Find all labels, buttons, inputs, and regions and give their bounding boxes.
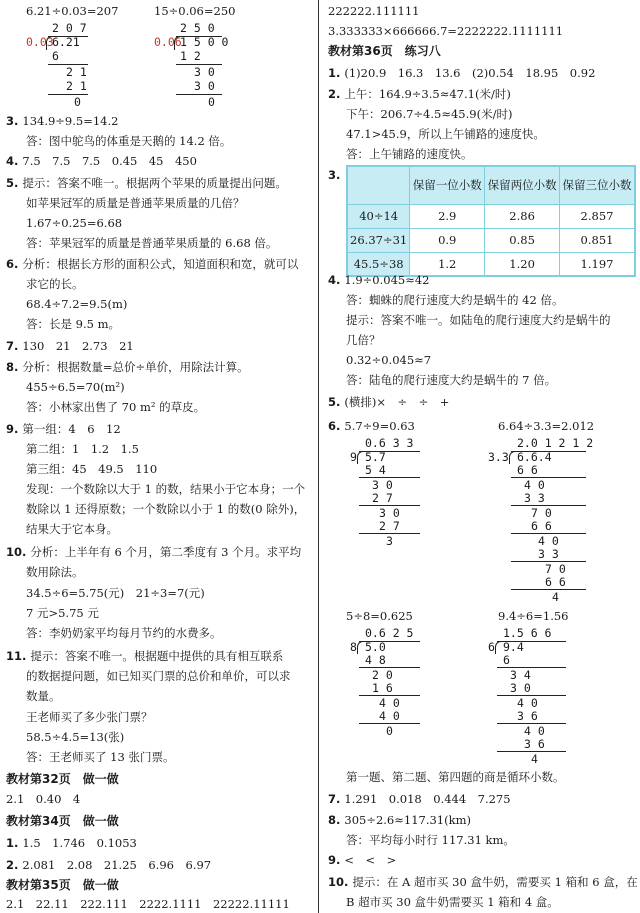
answer-line: 3.333333×666666.7=2222222.1111111 (328, 24, 564, 38)
answer-line: 如苹果冠军的质量是普通苹果质量的几倍？ (26, 196, 245, 210)
remainder: 3 (386, 534, 393, 548)
long-division-4 (488, 437, 598, 607)
question-11: 11. 提示：答案不唯一。根据题中提供的具有相互联系 (6, 649, 284, 663)
answer-line: 2. 2.081 2.08 21.25 6.96 6.97 (6, 858, 212, 872)
answer-line: 答：李奶奶家平均每月节约的水费多。 (26, 626, 222, 640)
question-6: 6. 分析：根据长方形的面积公式，知道面积和宽，就可以 (6, 257, 299, 271)
step: 3 6 (524, 737, 545, 751)
long-division-1 (26, 22, 106, 110)
column-divider (318, 0, 319, 913)
step: 7 0 (545, 562, 566, 576)
step: 2 0 (372, 668, 393, 682)
step: 6 6 (531, 519, 552, 533)
question-8: 8. 分析：根据数量=总价÷单价，用除法计算。 (6, 360, 249, 374)
answer-line: 答：长是 9.5 m。 (26, 317, 121, 331)
step: 2 1 (66, 65, 87, 79)
long-division-2 (154, 22, 234, 110)
exercise-7: 7. 1.291 0.018 0.444 7.275 (328, 792, 511, 806)
step: 4 0 (524, 478, 545, 492)
table-row: 45.5÷38 1.2 1.20 1.197 (347, 252, 635, 276)
answer-line: 结果大于它本身。 (26, 522, 118, 536)
answer-line: 455÷6.5=70(m²) (26, 380, 125, 394)
step: 4 0 (379, 709, 400, 723)
step: 3 6 (517, 709, 538, 723)
step: 5 4 (365, 463, 386, 477)
answer-line: 2.1 22.11 222.111 2222.1111 22222.11111 (6, 897, 290, 911)
step: 2 7 (379, 519, 400, 533)
question-4: 4. 7.5 7.5 7.5 0.45 45 450 (6, 154, 197, 168)
divisor: 8 (350, 640, 357, 654)
step: 1 6 (372, 681, 393, 695)
answer-line: 答：上午铺路的速度快。 (346, 147, 473, 161)
answer-line: B 超市买 30 盒牛奶需要买 1 箱和 4 盒。 (346, 895, 559, 909)
answer-line: 47.1>45.9，所以上午铺路的速度快。 (346, 127, 545, 141)
step: 3 0 (372, 478, 393, 492)
step: 7 0 (531, 506, 552, 520)
answer-line: 提示：答案不唯一。如陆龟的爬行速度大约是蜗牛的 (346, 313, 611, 327)
answer-line: 答：平均每小时行 117.31 km。 (346, 833, 515, 847)
exercise-1: 1. (1)20.9 16.3 13.6 (2)0.54 18.95 0.92 (328, 66, 596, 80)
step: 4 0 (524, 724, 545, 738)
answer-line: 求它的长。 (26, 277, 84, 291)
exercise-2: 2. 上午：164.9÷3.5≈47.1(米/时) (328, 87, 511, 101)
dividend: 1 5 0 0 (180, 35, 229, 49)
question-5: 5. 提示：答案不唯一。根据两个苹果的质量提出问题。 (6, 176, 287, 190)
answer-line: 1. 1.5 1.746 0.1053 (6, 836, 137, 850)
remainder: 4 (531, 752, 538, 766)
answer-line: 7 元>5.75 元 (26, 606, 99, 620)
division-equation-1: 6.21÷0.03=207 (26, 4, 119, 18)
answer-line: 第二组：1 1.2 1.5 (26, 442, 139, 456)
step: 4 8 (365, 653, 386, 667)
section-heading: 教材第36页 练习八 (328, 44, 441, 58)
step: 4 0 (379, 696, 400, 710)
divisor: 0.03 (26, 35, 54, 49)
long-division-5 (350, 627, 440, 739)
answer-line: 6.64÷3.3=2.012 (498, 419, 595, 433)
column-header: 保留两位小数 (485, 166, 560, 204)
divisor: 0.06 (154, 35, 182, 49)
column-header: 保留一位小数 (410, 166, 485, 204)
answer-line: 答：陆龟的爬行速度大约是蜗牛的 7 倍。 (346, 373, 557, 387)
dividend: 5.0 (365, 640, 386, 654)
step: 6 (52, 49, 59, 63)
remainder: 0 (74, 95, 81, 109)
answer-line: 答：小林家出售了 70 m² 的草皮。 (26, 400, 206, 414)
answer-line: 2.1 0.40 4 (6, 792, 81, 806)
step: 3 3 (524, 491, 545, 505)
division-equation-2: 15÷0.06=250 (154, 4, 236, 18)
remainder: 0 (208, 95, 215, 109)
step: 3 0 (194, 65, 215, 79)
answer-line: 222222.111111 (328, 4, 420, 18)
question-3: 3. 134.9÷9.5=14.2 (6, 114, 119, 128)
answer-line: 68.4÷7.2=9.5(m) (26, 297, 128, 311)
step: 3 0 (194, 79, 215, 93)
answer-line: 几倍？ (346, 333, 381, 347)
quotient: 2 5 0 (180, 21, 215, 35)
right-column (322, 0, 638, 913)
exercise-5: 5. (横排)× ÷ ÷ + (328, 395, 450, 409)
question-10: 10. 分析：上半年有 6 个月，第二季度有 3 个月。求平均 (6, 545, 302, 559)
answer-line: 34.5÷6=5.75(元) 21÷3=7(元) (26, 586, 205, 600)
table-row: 26.37÷31 0.9 0.85 0.851 (347, 228, 635, 252)
exercise-3-label: 3. (328, 168, 341, 182)
quotient: 0.6 3 3 (365, 436, 414, 450)
exercise-4: 4. 1.9÷0.045≈42 (328, 273, 430, 287)
step: 2 1 (66, 79, 87, 93)
dividend: 9.4 (503, 640, 524, 654)
step: 6 6 (517, 463, 538, 477)
remainder: 4 (552, 590, 559, 604)
section-heading: 教材第34页 做一做 (6, 814, 119, 828)
quotient: 1.5 6 6 (503, 626, 552, 640)
step: 6 6 (545, 575, 566, 589)
step: 2 7 (372, 491, 393, 505)
remainder: 0 (386, 724, 393, 738)
answer-line: 第三组：45 49.5 110 (26, 462, 158, 476)
answer-line: 答：蜘蛛的爬行速度大约是蜗牛的 42 倍。 (346, 293, 564, 307)
answer-line: 数除以 1 还得原数；一个数除以小于 1 的数(0 除外)， (26, 502, 306, 516)
step: 4 0 (538, 534, 559, 548)
section-heading: 教材第35页 做一做 (6, 878, 119, 892)
step: 3 3 (538, 547, 559, 561)
table-row: 40÷14 2.9 2.86 2.857 (347, 204, 635, 228)
quotient: 2.0 1 2 1 2 (517, 436, 594, 450)
divisor: 9 (350, 450, 357, 464)
quotient: 0.6 2 5 (365, 626, 414, 640)
exercise-9: 9. < < > (328, 853, 397, 867)
answer-line: 发现：一个数除以大于 1 的数，结果小于它本身；一个 (26, 482, 306, 496)
answer-line: 第一题、第二题、第四题的商是循环小数。 (346, 770, 565, 784)
step: 3 0 (510, 681, 531, 695)
step: 6 (503, 653, 510, 667)
long-division-3 (350, 437, 440, 549)
quotient: 2 0 7 (52, 21, 87, 35)
divisor: 3.3 (488, 450, 509, 464)
answer-line: 0.32÷0.045≈7 (346, 353, 432, 367)
answer-line: 5÷8=0.625 (346, 609, 413, 623)
answer-line: 数用除法。 (26, 565, 84, 579)
answer-line: 下午：206.7÷4.5≈45.9(米/时) (346, 107, 513, 121)
answer-line: 答：苹果冠军的质量是普通苹果质量的 6.68 倍。 (26, 236, 278, 250)
rounding-table (346, 165, 636, 277)
answer-line: 9.4÷6=1.56 (498, 609, 569, 623)
column-header: 保留三位小数 (560, 166, 635, 204)
left-column (0, 0, 312, 913)
dividend: 6.21 (52, 35, 80, 49)
answer-line: 的数据提问题，如已知买门票的总价和单价，可以求 (26, 669, 291, 683)
section-heading: 教材第32页 做一做 (6, 772, 119, 786)
dividend: 5.7 (365, 450, 386, 464)
question-7: 7. 130 21 2.73 21 (6, 339, 134, 353)
exercise-8: 8. 305÷2.6≈117.31(km) (328, 813, 471, 827)
question-9: 9. 第一组：4 6 12 (6, 422, 121, 436)
answer-line: 58.5÷4.5=13(张) (26, 730, 125, 744)
dividend: 6.6.4 (517, 450, 552, 464)
step: 3 0 (379, 506, 400, 520)
step: 3 4 (510, 668, 531, 682)
answer-line: 1.67÷0.25=6.68 (26, 216, 123, 230)
answer-line: 数量。 (26, 689, 61, 703)
step: 1 2 (180, 49, 201, 63)
answer-line: 王老师买了多少张门票？ (26, 710, 153, 724)
answer-line: 答：王老师买了 13 张门票。 (26, 750, 175, 764)
exercise-10: 10. 提示：在 A 超市买 30 盒牛奶，需要买 1 箱和 6 盒，在 (328, 875, 638, 889)
long-division-6 (488, 627, 588, 767)
exercise-6: 6. 5.7÷9=0.63 (328, 419, 415, 433)
step: 4 0 (517, 696, 538, 710)
answer-line: 答：图中鸵鸟的体重是天鹅的 14.2 倍。 (26, 134, 232, 148)
divisor: 6 (488, 640, 495, 654)
